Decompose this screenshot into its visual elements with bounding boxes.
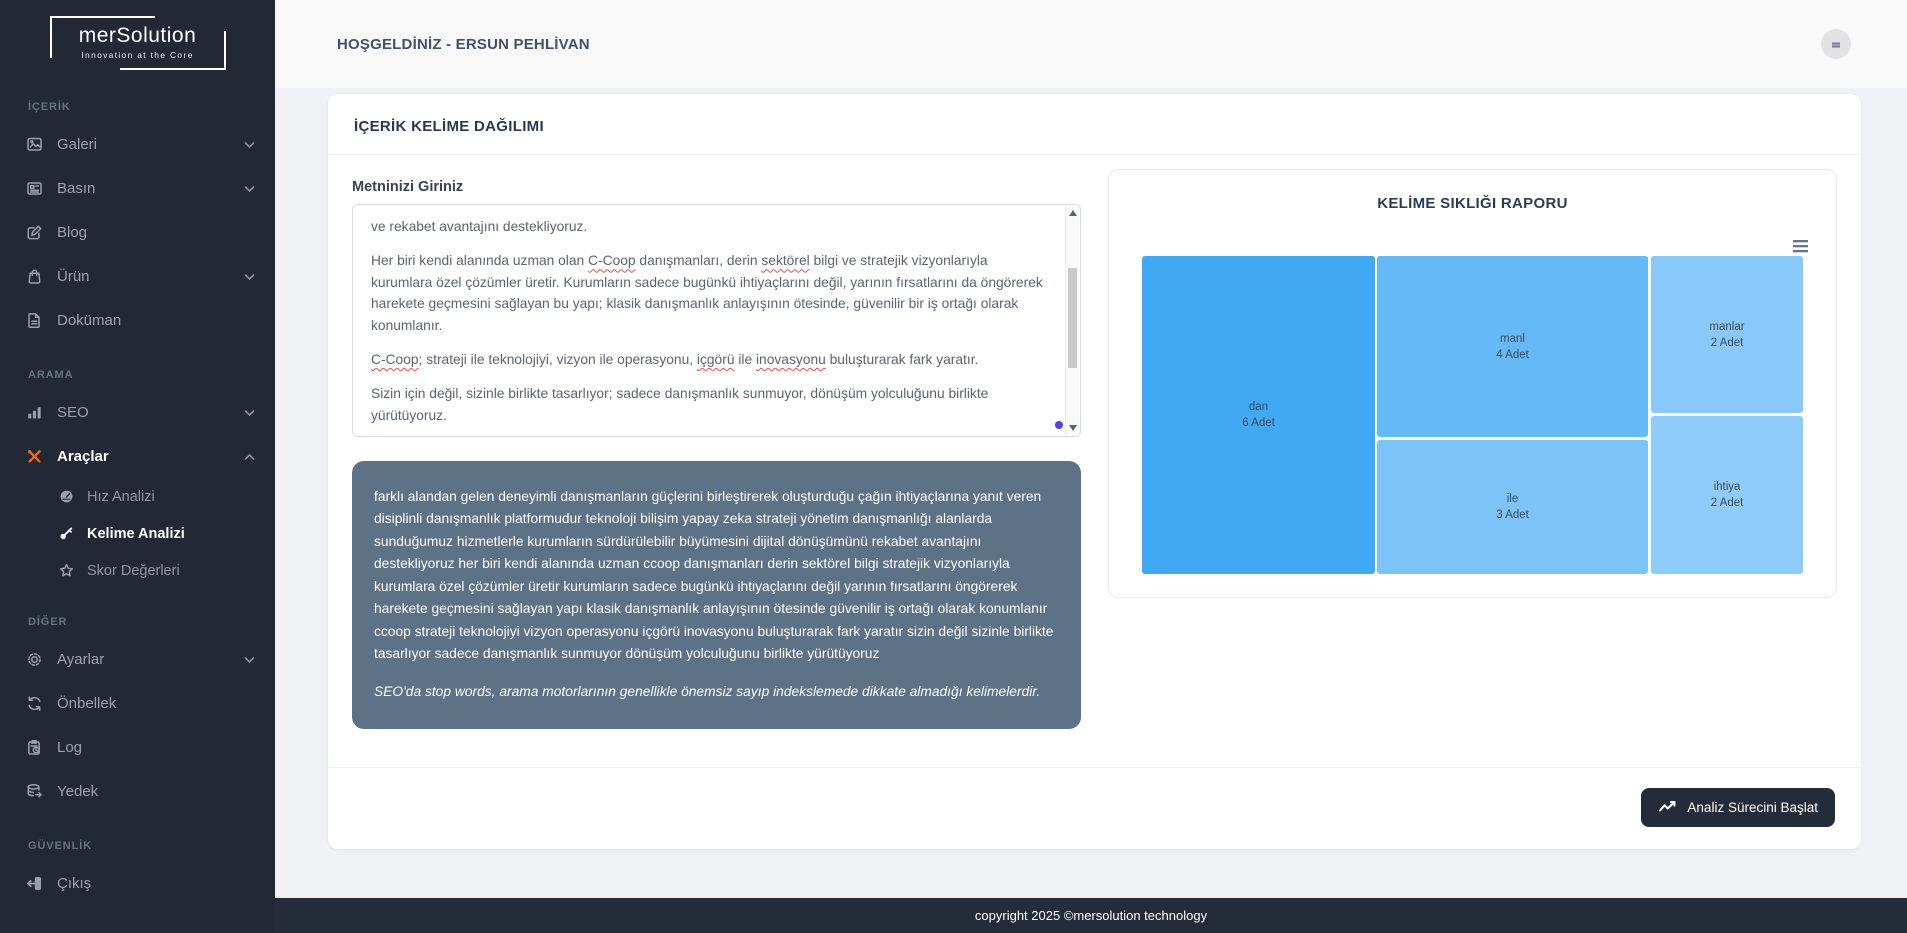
backup-icon bbox=[25, 782, 44, 801]
sidebar-item-label: Basın bbox=[57, 179, 96, 197]
editor-column bbox=[352, 169, 1081, 729]
section-label-icerik: İÇERİK bbox=[28, 101, 71, 113]
stopwords-result-box bbox=[352, 461, 1081, 729]
blog-icon bbox=[25, 223, 44, 242]
editor-paragraph: ve rekabet avantajını destekliyoruz. bbox=[371, 219, 588, 234]
treemap-tile-ihtiya[interactable] bbox=[1651, 416, 1803, 574]
sidebar-item-label: Ürün bbox=[57, 267, 90, 285]
sidebar-subitem-label: Kelime Analizi bbox=[87, 525, 185, 542]
card-footer bbox=[328, 767, 1861, 849]
treemap-tile-manlar[interactable] bbox=[1651, 256, 1803, 413]
tile-count: 2 Adet bbox=[1710, 497, 1744, 509]
tile-count: 6 Adet bbox=[1242, 417, 1275, 429]
speed-icon bbox=[58, 488, 75, 505]
sidebar-subitem-label: Hız Analizi bbox=[87, 488, 155, 505]
section-label-arama: ARAMA bbox=[28, 369, 74, 381]
editor-paragraph: Her biri kendi alanında uzman olan C-Coop danışmanları, derin sektörel bilgi ve stratejik vizyonlarıyla kurumlara özel çözümler üretir. Kurumların sadece bugünkü ihtiyaçlarını değil, yarının fırsatlarını da öngörerek harekete geçmesini sağlayan bu yapı; klasik danışmanlık anlayışının ötesinde, güvenilir bir iş ortağı olarak konumlanır. bbox=[371, 253, 1043, 333]
card-title: İÇERİK KELİME DAĞILIMI bbox=[354, 118, 544, 135]
sidebar-item-araclar[interactable] bbox=[0, 434, 275, 478]
word-distribution-card bbox=[328, 94, 1861, 849]
sidebar-item-label: Doküman bbox=[57, 311, 122, 329]
log-icon bbox=[25, 738, 44, 757]
sidebar-item-blog[interactable] bbox=[0, 210, 275, 254]
card-body bbox=[328, 155, 1861, 729]
cache-icon bbox=[25, 694, 44, 713]
analyze-button[interactable] bbox=[1641, 788, 1835, 827]
copyright-text: copyright 2025 ©mersolution technology bbox=[974, 908, 1208, 923]
card-header bbox=[328, 94, 1861, 155]
chart-column bbox=[1108, 169, 1837, 729]
product-icon bbox=[25, 267, 44, 286]
sidebar-item-label: Araçlar bbox=[57, 447, 109, 465]
trend-icon bbox=[1658, 799, 1678, 816]
sidebar-item-label: SEO bbox=[57, 403, 89, 421]
treemap-tile-manl[interactable] bbox=[1377, 256, 1648, 437]
welcome-text: HOŞGELDİNİZ - ERSUN PEHLİVAN bbox=[337, 35, 590, 53]
tile-word: ihtiya bbox=[1713, 481, 1741, 493]
sidebar-item-label: Galeri bbox=[57, 135, 98, 153]
text-input[interactable] bbox=[352, 204, 1081, 437]
logout-icon bbox=[25, 874, 44, 893]
sidebar-item-label: Önbellek bbox=[57, 694, 117, 712]
sidebar-item-ayarlar[interactable] bbox=[0, 637, 275, 681]
sidebar-subitem-hiz-analizi[interactable] bbox=[0, 478, 275, 515]
tile-count: 4 Adet bbox=[1496, 348, 1529, 361]
analyze-button-label: Analiz Sürecini Başlat bbox=[1687, 800, 1818, 815]
chevron-up-icon bbox=[244, 448, 255, 465]
grammar-checker-dot-icon[interactable] bbox=[1055, 421, 1063, 429]
sidebar-item-urun[interactable] bbox=[0, 254, 275, 298]
brand-tagline: Innovation at the Core bbox=[81, 50, 194, 60]
treemap bbox=[1142, 256, 1803, 574]
editor-scrollbar[interactable] bbox=[1065, 206, 1079, 435]
sidebar bbox=[0, 0, 275, 933]
sidebar-item-label: Çıkış bbox=[57, 874, 92, 892]
chevron-down-icon bbox=[244, 268, 255, 285]
sidebar-item-cikis[interactable] bbox=[0, 861, 275, 905]
editor-label: Metninizi Giriniz bbox=[352, 179, 464, 195]
sidebar-subitem-kelime-analizi[interactable] bbox=[0, 515, 275, 552]
collapse-button[interactable] bbox=[1821, 29, 1851, 59]
section-label-diger: DİĞER bbox=[28, 616, 68, 628]
chart-menu-button[interactable] bbox=[1789, 236, 1812, 257]
chevron-down-icon bbox=[244, 136, 255, 153]
sidebar-item-galeri[interactable] bbox=[0, 122, 275, 166]
sidebar-item-onbellek[interactable] bbox=[0, 681, 275, 725]
footer-bar bbox=[275, 898, 1907, 933]
stopwords-note: SEO'da stop words, arama motorlarının genellikle önemsiz sayıp indekslemede dikkate almadığı kelimelerdir. bbox=[374, 683, 1041, 699]
content-area bbox=[275, 88, 1907, 898]
sidebar-subitem-label: Skor Değerleri bbox=[87, 562, 180, 579]
chevron-down-icon bbox=[244, 180, 255, 197]
chevron-down-icon bbox=[244, 404, 255, 421]
tile-word: manl bbox=[1500, 332, 1525, 345]
sidebar-item-label: Blog bbox=[57, 223, 88, 241]
sidebar-item-yedek[interactable] bbox=[0, 769, 275, 813]
brand-logo bbox=[50, 16, 226, 70]
sidebar-item-label: Log bbox=[57, 738, 83, 756]
sidebar-item-log[interactable] bbox=[0, 725, 275, 769]
editor-paragraph: C-Coop; strateji ile teknolojiyi, vizyon ile operasyonu, içgörü ile inovasyonu buluşturarak fark yaratır. bbox=[371, 351, 979, 367]
editor-paragraph: Sizin için değil, sizinle birlikte tasarlıyor; sadece danışmanlık sunmuyor, dönüşüm yolculuğunu birlikte yürütüyoruz. bbox=[371, 386, 989, 423]
sidebar-item-label: Yedek bbox=[57, 782, 99, 800]
sidebar-item-seo[interactable] bbox=[0, 390, 275, 434]
tile-word: dan bbox=[1248, 401, 1269, 413]
tile-word: ile bbox=[1506, 493, 1519, 505]
treemap-tile-dan[interactable] bbox=[1142, 256, 1375, 574]
scroll-down-icon[interactable] bbox=[1066, 421, 1079, 435]
seo-icon bbox=[25, 403, 44, 422]
brand-name: merSolution bbox=[78, 24, 197, 47]
key-icon bbox=[58, 525, 75, 542]
document-icon bbox=[25, 311, 44, 330]
scroll-up-icon[interactable] bbox=[1066, 206, 1079, 220]
tools-icon bbox=[25, 447, 44, 466]
sidebar-subitem-skor-degerleri[interactable] bbox=[0, 552, 275, 589]
star-icon bbox=[58, 562, 75, 579]
minus-icon bbox=[1831, 37, 1841, 52]
sidebar-item-label: Ayarlar bbox=[57, 650, 105, 668]
tile-count: 3 Adet bbox=[1496, 509, 1529, 521]
chevron-down-icon bbox=[244, 651, 255, 668]
gallery-icon bbox=[25, 135, 44, 154]
sidebar-item-dokuman[interactable] bbox=[0, 298, 275, 342]
main-area bbox=[275, 0, 1907, 933]
tile-word: manlar bbox=[1709, 320, 1745, 333]
chart-title: KELİME SIKLIĞI RAPORU bbox=[1377, 195, 1568, 212]
logo-bracket-bottom-right bbox=[120, 31, 226, 70]
stopwords-text: farklı alandan gelen deneyimli danışmanların güçlerini birleştirerek oluşturduğu çağın ihtiyaçlarına yanıt veren disiplinli danışmanlık platformudur teknoloji bilişim yapay zeka strateji yönetim danışmanlığı alanlarda sunduğumuz hizmetlerle kurumların sürdürülebilir büyümesini dijital dönüşümünü rekabet avantajını destekliyoruz her biri kendi alanında uzman ccoop danışmanları derin sektörel bilgi stratejik vizyonlarıyla kurumlara özel çözümler üretir kurumların sadece bugünkü ihtiyaçlarını değil yarının fırsatlarını öngörerek harekete geçmesini sağlayan yapı klasik danışmanlık anlayışının ötesinde güvenilir iş ortağı olarak konumlanır ccoop strateji teknolojiyi vizyon operasyonu içgörü inovasyonu buluşturarak fark yaratır sizin değil sizinle birlikte tasarlıyor sadece danışmanlık sunmuyor dönüşüm yolculuğunu birlikte yürütüyoruz bbox=[374, 489, 1054, 662]
scrollbar-thumb[interactable] bbox=[1068, 268, 1077, 368]
section-label-guvenlik: GÜVENLİK bbox=[28, 840, 93, 852]
sidebar-item-basin[interactable] bbox=[0, 166, 275, 210]
treemap-tile-ile[interactable] bbox=[1377, 440, 1648, 574]
hamburger-icon bbox=[1793, 240, 1808, 243]
word-frequency-chart bbox=[1108, 169, 1837, 598]
tile-count: 2 Adet bbox=[1710, 336, 1744, 349]
top-header bbox=[275, 0, 1907, 88]
settings-icon bbox=[25, 650, 44, 669]
press-icon bbox=[25, 179, 44, 198]
